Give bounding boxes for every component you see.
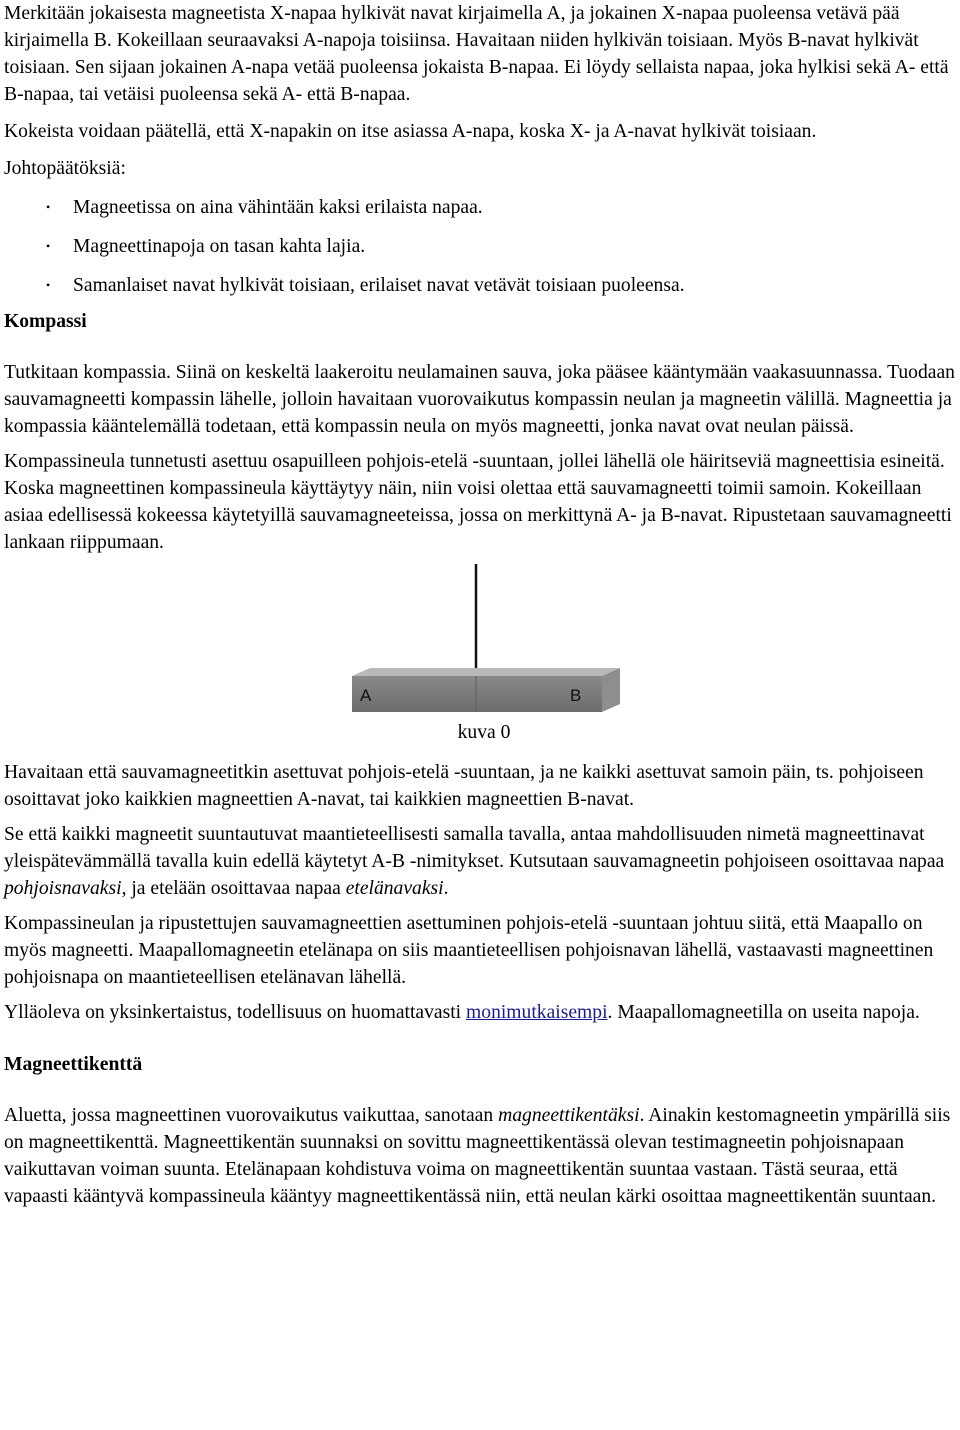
pole-label-b: B bbox=[570, 686, 582, 705]
paragraph-compass-needle: Kompassineula tunnetusti asettuu osapuilleen pohjois-etelä -suuntaan, jollei lähellä ole häiritseviä magneettisia esineitä. Koska magneettinen kompassineula käyttäytyy näin, niin voisi olettaa että sauvamagneetti toimii samoin. Kokeillaan asiaa edellisessä kokeessa käytetyillä sauvamagneeteissa, jossa on merkittynä A- ja B-navat. Ripustetaan sauvamagneetti lankaan riippumaan. bbox=[4, 451, 952, 553]
paragraph-poles-intro: Merkitään jokaisesta magneetista X-napaa hylkivät navat kirjaimella A, ja jokainen X-napaa puoleensa vetävä pää kirjaimella B. Kokeillaan seuraavaksi A-napoja toisiinsa. Havaitaan niiden hylkivän toisiaan. Myös B-navat hylkivät toisiaan. Sen sijaan jokainen A-napa vetää puoleensa jokaista B-napaa. Ei löydy sellaista napaa, joka hylkisi sekä A- että B-napaa, tai vetäisi puoleensa sekä A- että B-napaa. bbox=[4, 3, 949, 105]
conclusions-label: Johtopäätöksiä: bbox=[4, 158, 126, 179]
heading-kompassi: Kompassi bbox=[4, 311, 87, 332]
term-pohjoisnavaksi: pohjoisnavaksi bbox=[4, 878, 122, 899]
list-item-text: Samanlaiset navat hylkivät toisiaan, erilaiset navat vetävät toisiaan puoleensa. bbox=[73, 275, 685, 296]
list-item bbox=[46, 266, 958, 305]
conclusions-list bbox=[4, 188, 958, 305]
text-span: , ja etelään osoittavaa napaa bbox=[121, 878, 346, 899]
link-monimutkaisempi[interactable]: monimutkaisempi bbox=[466, 1002, 608, 1023]
term-magneettikentaksi: magneettikentäksi bbox=[498, 1105, 640, 1126]
paragraph-earth-magnet: Kompassineulan ja ripustettujen sauvamagneettien asettuminen pohjois-etelä -suuntaan johtuu siitä, että Maapallo on myös magneetti. Maapallomagneetin etelänapa on siis maantieteellisen pohjoisnavan lähellä, vastaavasti magneettinen pohjoisnapa on maantieteellisen etelänavan lähellä. bbox=[4, 913, 934, 988]
magnet-top-face bbox=[352, 668, 620, 676]
heading-magneettikentta: Magneettikenttä bbox=[4, 1054, 143, 1075]
text-span: Se että kaikki magneetit suuntautuvat maantieteellisesti samalla tavalla, antaa mahdollisuuden nimetä magneettinavat yleispätevämmällä tavalla kuin edellä käytetyt A-B -nimitykset. Kutsutaan sauvamagneetin pohjoiseen osoittavaa napaa bbox=[4, 824, 945, 872]
magnet-front-face bbox=[352, 676, 602, 712]
paragraph-x-pole-conclusion: Kokeista voidaan päätellä, että X-napakin on itse asiassa A-napa, koska X- ja A-navat hylkivät toisiaan. bbox=[4, 121, 817, 142]
paragraph-simplification bbox=[4, 999, 958, 1026]
paragraph-magnets-align: Havaitaan että sauvamagneetitkin asettuvat pohjois-etelä -suuntaan, ja ne kaikki asettuvat samoin päin, ts. pohjoiseen osoittavat joko kaikkien magneettien A-navat, tai kaikkien magneettien B-navat. bbox=[4, 762, 924, 810]
paragraph-magnetic-field bbox=[4, 1102, 958, 1210]
pole-label-a: A bbox=[360, 686, 372, 705]
bullet-icon: • bbox=[46, 200, 51, 214]
bullet-icon: • bbox=[46, 239, 51, 253]
text-span: . Maapallomagneetilla on useita napoja. bbox=[607, 1002, 920, 1023]
list-item-text: Magneetissa on aina vähintään kaksi erilaista napaa. bbox=[73, 197, 483, 218]
figure-suspended-magnet bbox=[4, 564, 960, 759]
text-span: Ylläoleva on yksinkertaistus, todellisuus on huomattavasti bbox=[4, 1002, 467, 1023]
text-span: . Ainakin kestomagneetin ympärillä siis on magneettikenttä. Magneettikentän suunnaksi on sovittu magneettikentässä olevan testimagneetin pohjoisnapaan vaikuttavan voiman suunta. Etelänapaan kohdistuva voima on magneettikentän suuntaa vastaan. Tästä seuraa, että vapaasti kääntyvä kompassineula kääntyy magneettikentässä niin, että neulan kärki osoittaa magneettikentän suuntaan. bbox=[4, 1105, 951, 1207]
term-etelanavaksi: etelänavaksi bbox=[345, 878, 444, 899]
text-span: . bbox=[443, 878, 449, 899]
suspended-bar-magnet-image bbox=[350, 564, 622, 714]
list-item-text: Magneettinapoja on tasan kahta lajia. bbox=[73, 236, 366, 257]
list-item bbox=[46, 188, 958, 227]
paragraph-pole-naming bbox=[4, 821, 958, 902]
text-span: Aluetta, jossa magneettinen vuorovaikutus vaikuttaa, sanotaan bbox=[4, 1105, 499, 1126]
paragraph-compass: Tutkitaan kompassia. Siinä on keskeltä laakeroitu neulamainen sauva, joka pääsee kääntymään vaakasuunnassa. Tuodaan sauvamagneetti kompassin lähelle, jolloin havaitaan vuorovaikutus kompassin neulan ja magneetin välillä. Magneettia ja kompassia kääntelemällä todetaan, että kompassin neula on myös magneetti, jonka navat ovat neulan päissä. bbox=[4, 362, 955, 437]
list-item bbox=[46, 227, 958, 266]
figure-caption: kuva 0 bbox=[457, 722, 511, 743]
bullet-icon: • bbox=[46, 278, 51, 292]
